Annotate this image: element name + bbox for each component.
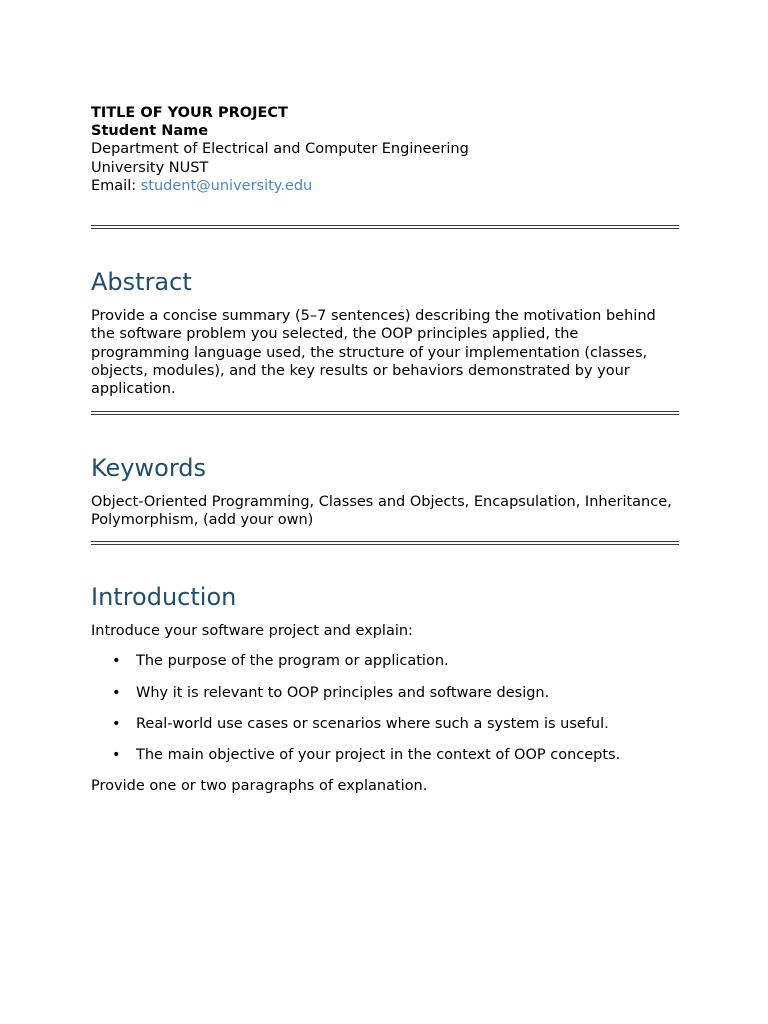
section-divider [91, 411, 679, 415]
list-item [91, 684, 679, 702]
bullet-icon: • [112, 715, 121, 732]
bullet-icon: • [112, 684, 121, 701]
list-item [91, 652, 679, 670]
email-label: Email: [91, 177, 141, 194]
bullet-icon: • [112, 746, 121, 763]
list-item [91, 746, 679, 764]
department: Department of Electrical and Computer Engineering [91, 141, 469, 158]
list-item-text: The purpose of the program or application. [136, 653, 449, 670]
section-divider [91, 541, 679, 545]
keywords-heading: Keywords [91, 453, 207, 482]
introduction-heading: Introduction [91, 583, 237, 612]
bullet-icon: • [112, 653, 121, 670]
list-item-text: Real-world use cases or scenarios where such a system is useful. [136, 715, 609, 732]
abstract-body: Provide a concise summary (5–7 sentences) describing the motivation behind the software problem you selected, the OOP principles applied, the programming language used, the structure of your implementation (classes, objects, modules), and the key results or behaviors demonstrated by your application. [91, 308, 656, 398]
university: University NUST [91, 159, 209, 176]
email-link[interactable]: student@university.edu [140, 177, 313, 194]
student-name: Student Name [91, 123, 209, 140]
document-content [91, 104, 679, 795]
project-title: TITLE OF YOUR PROJECT [91, 105, 288, 121]
list-item-text: The main objective of your project in the context of OOP concepts. [136, 746, 621, 763]
introduction-lead: Introduce your software project and explain: [91, 623, 413, 640]
introduction-closing: Provide one or two paragraphs of explanation. [91, 778, 428, 795]
section-divider [91, 225, 679, 229]
title-block [91, 104, 679, 195]
list-item [91, 715, 679, 733]
list-item-text: Why it is relevant to OOP principles and software design. [136, 684, 550, 701]
keywords-body: Object-Oriented Programming, Classes and Objects, Encapsulation, Inheritance, Polymorphism, (add your own) [91, 493, 672, 528]
introduction-bullet-list [91, 652, 679, 764]
email-line [91, 177, 679, 195]
abstract-heading: Abstract [91, 268, 192, 297]
